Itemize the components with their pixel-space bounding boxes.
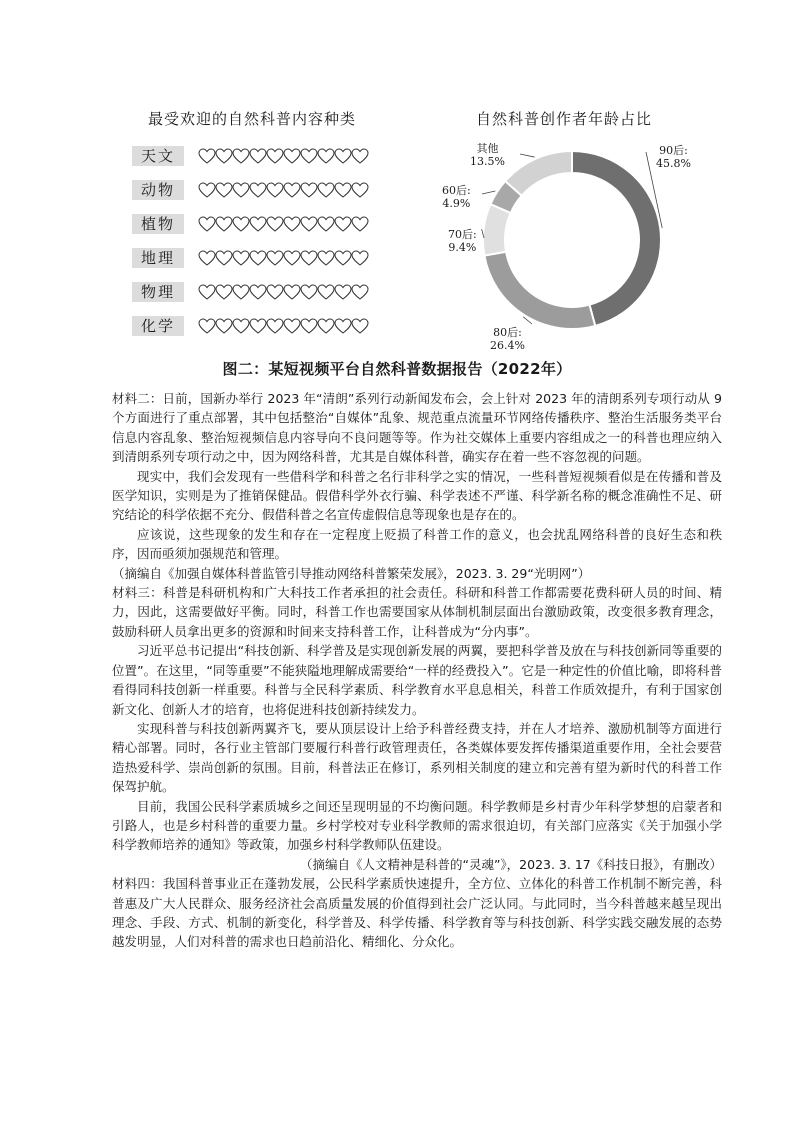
heart-icon	[216, 285, 232, 299]
donut-slice	[505, 151, 572, 196]
heart-rating	[198, 282, 370, 302]
heart-icon	[233, 319, 249, 333]
heart-icon	[318, 183, 334, 197]
heart-icon	[284, 285, 300, 299]
heart-rating	[198, 146, 370, 166]
heart-icon	[267, 183, 283, 197]
heart-icon	[216, 149, 232, 163]
heart-icon	[216, 319, 232, 333]
heart-icon	[318, 319, 334, 333]
source-citation: （摘编自《人文精神是科普的“灵魂”》，2023. 3. 17《科技日报》，有删改）	[299, 856, 722, 872]
heart-icon	[233, 149, 249, 163]
slice-label-name: 90后:	[659, 144, 688, 157]
heart-icon	[301, 251, 317, 265]
paragraph: 现实中，我们会发现有一些借科学和科普之名行非科学之实的情况，一些科普短视频看似是在传播和普及医学知识，实则是为了推销保健品。假借科学外衣行骗、科学表述不严谨、科学新名称的概念准确性不足、研究结论的科学依据不充分、假借科普之名宣传虚假信息等现象也是存在的。	[112, 468, 722, 523]
creator-age-chart-title: 自然科普创作者年龄占比	[476, 110, 653, 128]
figure-caption: 图二：某短视频平台自然科普数据报告（2022年）	[222, 360, 572, 378]
heart-icon	[352, 319, 368, 333]
slice-label-name: 70后:	[448, 228, 477, 241]
heart-icon	[301, 217, 317, 231]
heart-icon	[301, 285, 317, 299]
heart-icon	[301, 149, 317, 163]
heart-icon	[250, 183, 266, 197]
category-label: 天文	[132, 146, 184, 166]
category-row	[132, 314, 370, 338]
popular-content-chart	[128, 104, 388, 344]
paragraph: 材料三：科普是科研机构和广大科技工作者承担的社会责任。科研和科普工作都需要花费科研人员的时间、精力，因此，这需要做好平衡。同时，科普工作也需要国家从体制机制层面出台激励政策，改变很多教育理念，鼓励科研人员拿出更多的资源和时间来支持科普工作，让科普成为“分内事”。	[112, 585, 722, 639]
heart-icon	[335, 319, 351, 333]
heart-icon	[352, 217, 368, 231]
heart-icon	[250, 285, 266, 299]
heart-icon	[301, 183, 317, 197]
category-row	[132, 246, 370, 270]
paragraph: 习近平总书记提出“科技创新、科学普及是实现创新发展的两翼，要把科学普及放在与科技创新同等重要的位置”。在这里，“同等重要”不能狭隘地理解成需要给“一样的经费投入”。它是一种定性的价值比喻，即将科普看得同科技创新一样重要。科普与全民科学素质、科学教育水平息息相关，科普工作质效提升，有利于国家创新文化、创新人才的培育，也将促进科技创新持续发力。	[112, 643, 722, 717]
heart-icon	[335, 285, 351, 299]
category-label: 物理	[132, 282, 184, 302]
heart-icon	[318, 251, 334, 265]
heart-icon	[216, 251, 232, 265]
slice-label-value: 26.4%	[490, 339, 525, 352]
category-label: 地理	[132, 248, 184, 268]
heart-icon	[199, 217, 215, 231]
heart-icon	[284, 319, 300, 333]
slice-label	[656, 144, 691, 170]
heart-icon	[233, 183, 249, 197]
slice-label-value: 4.9%	[442, 197, 471, 210]
heart-icon	[318, 149, 334, 163]
donut-slice	[484, 252, 595, 329]
slice-label-value: 45.8%	[656, 157, 691, 170]
category-label: 植物	[132, 214, 184, 234]
heart-icon	[284, 149, 300, 163]
category-label: 动物	[132, 180, 184, 200]
heart-icon	[199, 251, 215, 265]
heart-icon	[267, 217, 283, 231]
heart-icon	[216, 217, 232, 231]
slice-label-value: 9.4%	[448, 241, 477, 254]
paragraph: 应该说，这些现象的发生和存在一定程度上贬损了科普工作的意义，也会扰乱网络科普的良好生态和秩序，因而亟须加强规范和管理。	[112, 526, 722, 562]
heart-icon	[352, 251, 368, 265]
heart-rating	[198, 248, 370, 268]
slice-label-value: 13.5%	[470, 155, 505, 168]
source-citation: （摘编自《加强自媒体科普监管引导推动网络科普繁荣发展》，2023. 3. 29“光明网”）	[112, 565, 591, 581]
heart-icon	[250, 217, 266, 231]
heart-icon	[301, 319, 317, 333]
leader-line	[482, 191, 495, 194]
slice-label-name: 60后:	[442, 184, 471, 197]
slice-label	[442, 184, 471, 210]
paragraph: 材料四：我国科普事业正在蓬勃发展，公民科学素质快速提升，全方位、立体化的科普工作机制不断完善，科普惠及广大人民群众、服务经济社会高质量发展的价值得到社会广泛认同。与此同时，当今科普越来越呈现出理念、手段、方式、机制的新变化，科学普及、科学传播、科学教育等与科技创新、科学实践交融发展的态势越发明显，人们对科普的需求也日趋前沿化、精细化、分众化。	[112, 876, 722, 950]
heart-icon	[250, 149, 266, 163]
heart-icon	[267, 149, 283, 163]
heart-icon	[318, 285, 334, 299]
heart-icon	[284, 251, 300, 265]
heart-icon	[267, 251, 283, 265]
heart-icon	[335, 217, 351, 231]
heart-icon	[267, 285, 283, 299]
slice-label-name: 其他	[476, 142, 499, 155]
heart-icon	[233, 251, 249, 265]
heart-icon	[233, 217, 249, 231]
article-body	[112, 389, 722, 952]
category-row	[132, 280, 370, 304]
category-row	[132, 212, 370, 236]
heart-icon	[284, 217, 300, 231]
slice-label	[470, 142, 505, 168]
heart-icon	[335, 251, 351, 265]
creator-age-chart	[420, 104, 720, 360]
paragraph: 实现科普与科技创新两翼齐飞，要从顶层设计上给予科普经费支持，并在人才培养、激励机制等方面进行精心部署。同时，各行业主管部门要履行科普行政管理责任，各类媒体要发挥传播渠道重要作用，全社会要营造热爱科学、崇尚创新的氛围。目前，科普法正在修订，系列相关制度的建立和完善有望为新时代的科普工作保驾护航。	[112, 720, 722, 795]
slice-label	[490, 326, 525, 352]
paragraph: 材料二：日前，国新办举行 2023 年“清朗”系列行动新闻发布会，会上针对 2023 年的清朗系列专项行动从 9 个方面进行了重点部署，其中包括整治“自媒体”乱象、规范重点流量环节网络传播秩序、整治生活服务类平台信息内容乱象、整治短视频信息内容导向不良问题等等。作为社交媒体上重要内容组成之一的科普也理应纳入到清朗系列专项行动之中，因为网络科普，尤其是自媒体科普，确实存在着一些不容忽视的问题。	[112, 391, 722, 465]
heart-icon	[199, 319, 215, 333]
slice-label	[448, 228, 477, 254]
heart-icon	[216, 183, 232, 197]
donut-slice	[572, 151, 661, 326]
heart-icon	[199, 285, 215, 299]
heart-icon	[250, 251, 266, 265]
heart-icon	[352, 183, 368, 197]
heart-icon	[250, 319, 266, 333]
heart-rating	[198, 214, 370, 234]
heart-icon	[233, 285, 249, 299]
heart-rating	[198, 180, 370, 200]
paragraph: 目前，我国公民科学素质城乡之间还呈现明显的不均衡问题。科学教师是乡村青少年科学梦想的启蒙者和引路人，也是乡村科普的重要力量。乡村学校对专业科学教师的需求很迫切，有关部门应落实《关于加强小学科学教师培养的通知》等政策，加强乡村科学教师队伍建设。	[112, 798, 722, 853]
category-row	[132, 178, 370, 202]
heart-icon	[284, 183, 300, 197]
heart-icon	[352, 149, 368, 163]
heart-icon	[352, 285, 368, 299]
heart-rating	[198, 316, 370, 336]
heart-icon	[199, 149, 215, 163]
heart-icon	[335, 183, 351, 197]
heart-icon	[199, 183, 215, 197]
heart-icon	[267, 319, 283, 333]
slice-label-name: 80后:	[493, 326, 522, 339]
category-label: 化学	[132, 316, 184, 336]
heart-icon	[335, 149, 351, 163]
category-row	[132, 144, 370, 168]
heart-icon	[318, 217, 334, 231]
leader-line	[520, 154, 535, 157]
popular-content-chart-title: 最受欢迎的自然科普内容种类	[148, 110, 357, 128]
